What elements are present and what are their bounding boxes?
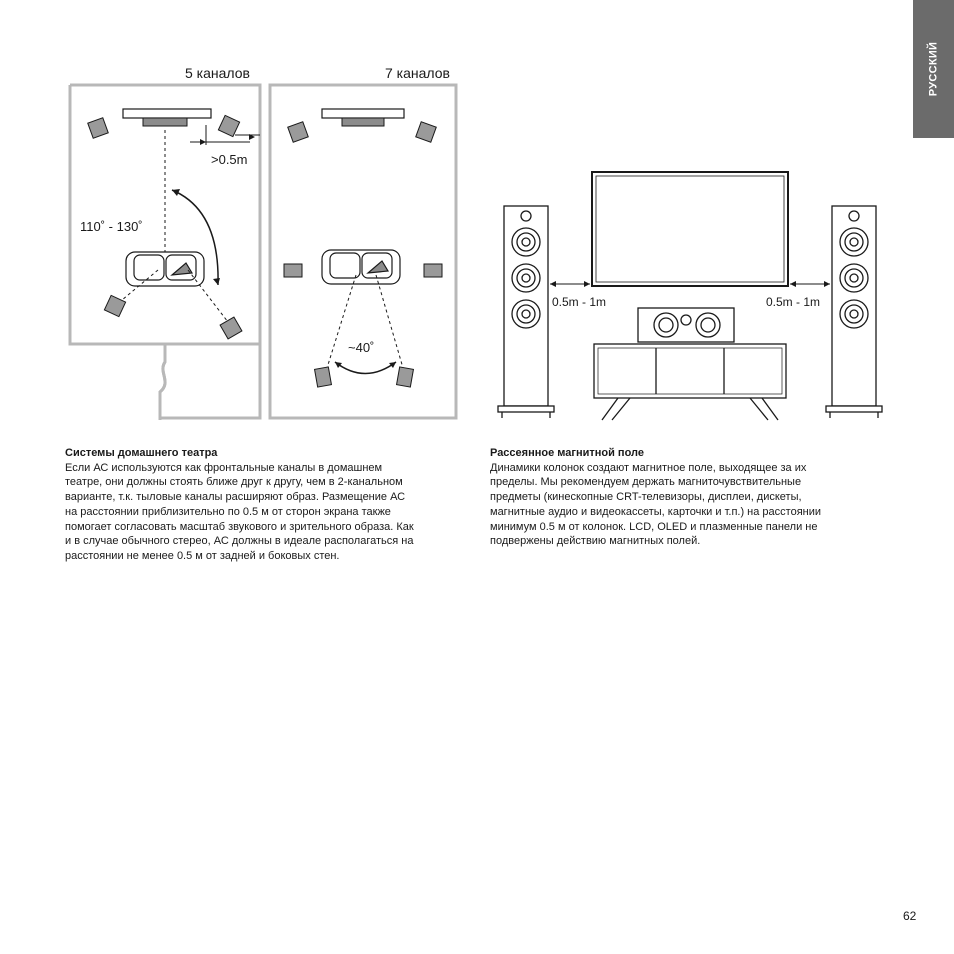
speaker-rear-right-7ch: [397, 367, 414, 387]
distance-label: >0.5m: [211, 152, 248, 167]
speaker-front-right-7ch: [416, 122, 437, 143]
section-magnetic-line: минимум 0.5 м от колонок. LCD, OLED и плазменные панели не: [490, 520, 818, 533]
speaker-surround-left-5ch: [104, 295, 125, 316]
speaker-front-left-5ch: [88, 118, 109, 139]
label-7-channels: 7 каналов: [385, 65, 450, 81]
language-tab: [913, 0, 954, 138]
speaker-front-right-5ch: [218, 115, 239, 136]
speaker-side-right-7ch: [424, 264, 442, 277]
tv-screen: [592, 172, 788, 286]
screen-5ch: [123, 109, 211, 126]
distance-right-label: 0.5m - 1m: [766, 295, 821, 309]
speaker-front-left-7ch: [288, 122, 309, 143]
section-home-theater-line: помогает согласовать масштаб звукового и зрительного образа. Как: [65, 520, 414, 533]
tv-speaker-diagram: [490, 168, 890, 428]
section-magnetic-field: [490, 446, 890, 549]
section-home-theater-heading: Системы домашнего театра: [65, 447, 218, 459]
section-home-theater: [65, 446, 465, 564]
sofa-5ch: [126, 252, 204, 286]
speaker-surround-right-5ch: [220, 317, 242, 339]
speaker-rear-left-7ch: [315, 367, 332, 387]
tv-stand: [594, 344, 786, 420]
section-home-theater-line: варианте, т.к. тыловые каналы расширяют образ. Размещение АС: [65, 491, 406, 504]
floor-speaker-right: [826, 206, 882, 418]
screen-7ch: [322, 109, 404, 126]
section-home-theater-line: и в случае обычного стерео, АС должны в идеале располагаться на: [65, 535, 414, 548]
page-number: 62: [903, 909, 917, 923]
angle-label-5ch: 110˚ - 130˚: [80, 219, 143, 234]
section-home-theater-line: расстоянии не менее 0.5 м от задней и боковых стен.: [65, 549, 340, 562]
sofa-7ch: [322, 250, 400, 284]
floor-speaker-left: [498, 206, 554, 418]
section-magnetic-line: Динамики колонок создают магнитное поле, выходящее за их: [490, 461, 807, 474]
section-home-theater-line: театре, они должны стоять ближе друг к другу, чем в 2-канальном: [65, 476, 403, 489]
angle-label-7ch: ~40˚: [348, 340, 375, 355]
section-magnetic-line: магнитные аудио и видеокассеты, карточки и т.п.) на расстоянии: [490, 505, 822, 518]
section-home-theater-line: Если АС используются как фронтальные каналы в домашнем: [65, 461, 383, 474]
center-speaker: [638, 308, 734, 342]
speaker-side-left-7ch: [284, 264, 302, 277]
section-home-theater-line: на расстоянии приблизительно по 0.5 м от сторон экрана также: [65, 505, 391, 518]
label-5-channels: 5 каналов: [185, 65, 250, 81]
section-magnetic-line: предметы (кинескопные CRT-телевизоры, дисплеи, дискеты,: [490, 491, 802, 504]
language-tab-label: РУССКИЙ: [927, 41, 940, 97]
section-magnetic-line: пределы. Мы рекомендуем держать магниточувствительные: [490, 476, 802, 489]
section-magnetic-heading: Рассеянное магнитной поле: [490, 447, 644, 459]
section-magnetic-line: подвержены действию магнитных полей.: [490, 535, 701, 548]
distance-left-label: 0.5m - 1m: [552, 295, 607, 309]
room-layout-diagram: [60, 80, 520, 420]
